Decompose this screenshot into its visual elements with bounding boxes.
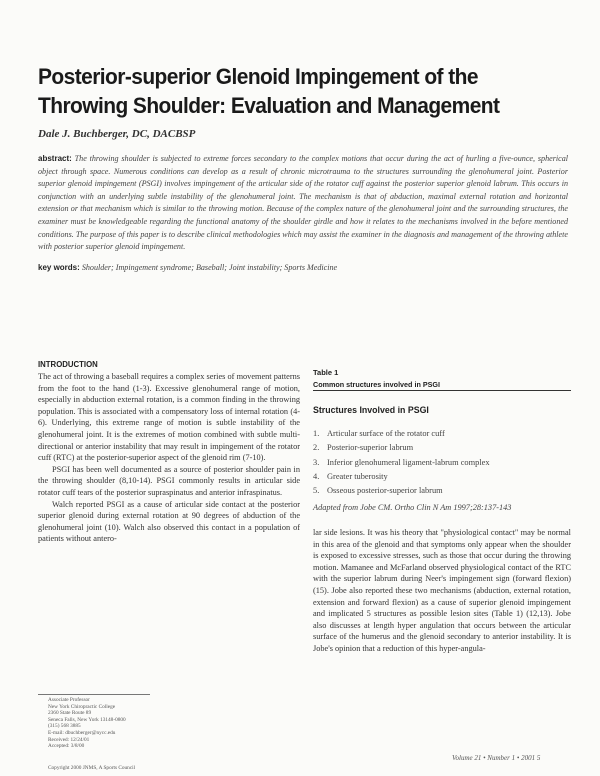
affiliation-line: 2360 State Route 89 [48,710,92,717]
list-item-number: 3. [313,457,320,467]
affiliation-line: Received: 12/24/01 [48,736,90,743]
affiliation-email: E-mail: dbuchberger@nycc.edu [48,729,116,736]
abstract-text: The throwing shoulder is subjected to extreme forces secondary to the complex motions that occur during the act of hurling a five-ounce, spherical object through space. Numerous conditions can develop as a result of chronic microtrauma to the structures surrounding the glenohumeral joint. Posterior superior glenoid impingement (PSGI) involves impingement of the articular side of the rotator cuff against the posterior superior glenoid labrum. This occurs in conjunction with an underlying subtle instability of the glenohumeral joint. The mechanism is that of abduction, maximal external rotation and horizontal extension or that mechanism which is similar to the throwing motion. Because of the complex nature of the glenohumeral joint and the surrounding structures, the examiner must be knowledgeable regarding the functional anatomy of the shoulder girdle and how it relates to the mechanisms involved in the before mentioned conditions. The purpose of this paper is to describe clinical methodologies which may assist the examiner in the diagnosis and management of the throwing athlete with posterior superior glenoid impingement. [38,154,568,252]
list-item [313,441,490,455]
copyright-notice: Copyright 2000 JNMS, A Sports Council [48,765,136,771]
list-item [313,427,490,441]
keywords-label: key words: [38,263,80,272]
list-item-number: 2. [313,443,320,453]
right-column-body: lar side lesions. It was his theory that "physiological contact" may be normal in this area of the glenoid and that symptoms only appear when the shoulder is exposed to excessive stresses, such as those that occur during the throwing motion. Mamanee and McFarland observed physiological contact of the RTC with the superior labrum during Neer's impingement sign (forward flexion) (15). Jobe also reported these two mechanisms (abduction, external rotation, extension and forward flexion) as a cause of superior glenoid impingement and implicated 5 structures as possible lesion sites (Table 1) (12,13). Jobe also discusses at length hyper angulation that occurs between the articular surface of the humerus and the glenoid secondary to anterior instability. It is Jobe's opinion that a reduction of this hyper-angula- [313,528,571,653]
list-item [313,470,490,484]
introduction-body [38,371,300,545]
table-source: Adapted from Jobe CM. Ortho Clin N Am 1997;28:137-143 [313,503,512,512]
author-byline: Dale J. Buchberger, DC, DACBSP [38,128,196,140]
table-label: Table 1 [313,368,339,377]
list-item-number: 4. [313,471,320,481]
table-caption: Common structures involved in PSGI [313,380,441,389]
affiliation-line: Accepted: 3/8/00 [48,743,85,750]
table-rule [313,390,571,391]
table-title: Structures Involved in PSGI [313,405,429,415]
list-item-number: 1. [313,429,320,438]
list-item-number: 5. [313,486,320,496]
affiliation-line: New York Chiropractic College [48,703,116,710]
footnote-divider [38,694,150,695]
list-item [313,484,490,498]
affiliation-line: Seneca Falls, New York 13148-0800 [48,716,126,723]
list-item-text: Greater tuberosity [327,471,388,481]
paragraph: Walch reported PSGI as a cause of articular side contact at the posterior superior glenoid during external rotation at 90 degrees of abduction of the glenohumeral joint (10). Walch also observed this contact in a population of patients without antero- [38,499,300,544]
introduction-heading: INTRODUCTION [38,360,98,369]
affiliation-line: Associate Professor [48,697,90,703]
keywords-text: Shoulder; Impingement syndrome; Baseball; Joint instability; Sports Medicine [81,263,338,272]
keywords [38,263,568,272]
paragraph: PSGI has been well documented as a source of posterior shoulder pain in the throwing shoulder (8,10-14). PSGI commonly results in articular side rotator cuff tears of the posterior supraspinatus and anterior infraspinatus. [38,464,300,497]
list-item-text: Posterior-superior labrum [327,443,414,453]
author-affiliation [48,697,178,750]
affiliation-line: (315) 568 3885 [48,723,81,730]
table-list [313,427,490,498]
paragraph: The act of throwing a baseball requires a complex series of movement patterns from the foot to the hand (1-3). Excessive glenohumeral range of motion, especially in abduction external rotation, is a common finding in the throwing population. This is associated with a compensatory loss of internal rotation (4-6). Underlying, this extreme range of motion is subtle instability of the glenohumeral joint. It is the extremes of motion combined with subtle multi-directional or anterior instability that may result in impingement of the rotator cuff (RTC) at the posterior-superior aspect of the glenoid rim (7-10). [38,372,300,463]
list-item-text: Osseous posterior-superior labrum [327,486,443,496]
page-footer: Volume 21 • Number 1 • 2001 5 [452,754,541,762]
article-title: Posterior-superior Glenoid Impingement of the Throwing Shoulder: Evaluation and Management [38,64,500,118]
list-item-text: Articular surface of the rotator cuff [327,429,445,438]
abstract [38,153,568,254]
list-item-text: Inferior glenohumeral ligament-labrum complex [327,457,490,467]
list-item [313,456,490,470]
abstract-label: abstract: [38,154,72,163]
